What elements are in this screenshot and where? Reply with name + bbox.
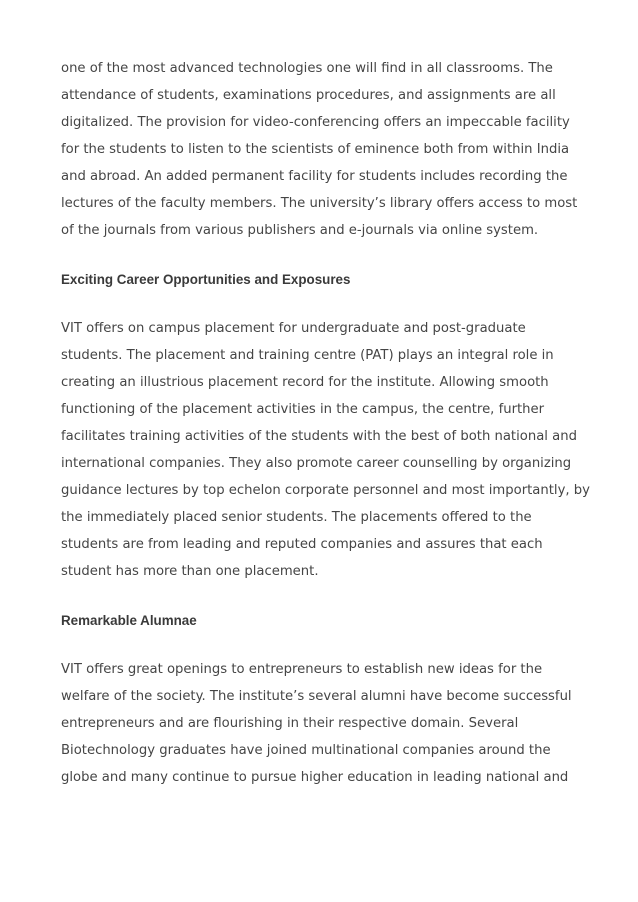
- text-line: one of the most advanced technologies one will find in all classrooms. The: [61, 61, 553, 76]
- text-line: students are from leading and reputed companies and assures that each: [61, 537, 543, 552]
- text-line: international companies. They also promote career counselling by organizing: [61, 456, 572, 471]
- text-line: Biotechnology graduates have joined multinational companies around the: [61, 743, 551, 758]
- text-line: VIT offers on campus placement for undergraduate and post-graduate: [61, 321, 526, 336]
- text-line: guidance lectures by top echelon corporate personnel and most importantly, by: [61, 483, 590, 498]
- text-line: of the journals from various publishers and e-journals via online system.: [61, 223, 539, 238]
- text-line: students. The placement and training centre (PAT) plays an integral role in: [61, 348, 554, 363]
- text-line: student has more than one placement.: [61, 564, 319, 579]
- text-line: for the students to listen to the scientists of eminence both from within India: [61, 142, 570, 157]
- paragraph-career: [61, 315, 591, 585]
- paragraph-technology: [61, 55, 591, 244]
- text-line: globe and many continue to pursue higher education in leading national and: [61, 770, 569, 785]
- paragraph-alumnae: [61, 656, 591, 791]
- text-line: lectures of the faculty members. The university’s library offers access to most: [61, 196, 578, 211]
- text-line: facilitates training activities of the students with the best of both national and: [61, 429, 577, 444]
- text-line: attendance of students, examinations procedures, and assignments are all: [61, 88, 556, 103]
- text-line: the immediately placed senior students. The placements offered to the: [61, 510, 532, 525]
- document-body: [61, 55, 591, 791]
- text-line: entrepreneurs and are flourishing in their respective domain. Several: [61, 716, 519, 731]
- text-line: and abroad. An added permanent facility for students includes recording the: [61, 169, 568, 184]
- text-line: functioning of the placement activities in the campus, the centre, further: [61, 402, 545, 417]
- section-heading-alumnae: Remarkable Alumnae: [61, 613, 197, 628]
- text-line: digitalized. The provision for video-conferencing offers an impeccable facility: [61, 115, 570, 130]
- section-heading-career: Exciting Career Opportunities and Exposures: [61, 272, 351, 287]
- text-line: welfare of the society. The institute’s several alumni have become successful: [61, 689, 572, 704]
- text-line: VIT offers great openings to entrepreneurs to establish new ideas for the: [61, 662, 543, 677]
- text-line: creating an illustrious placement record for the institute. Allowing smooth: [61, 375, 549, 390]
